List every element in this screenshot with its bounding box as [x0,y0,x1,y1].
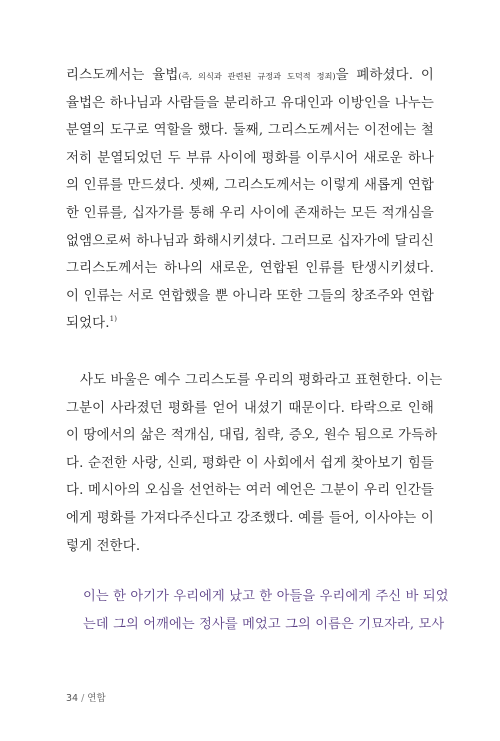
footnote-marker: 1) [109,315,118,324]
quote-line-1: 이는 한 아기가 우리에게 났고 한 아들을 우리에게 주신 바 되었 [83,589,449,604]
paragraph-1-line-9: 이 인류는 서로 연합했을 뿐 아니라 또한 그들의 창조주와 연합 [66,288,434,304]
paragraph-1-line-2: 율법은 하나님과 사람들을 분리하고 유대인과 이방인을 나누는 [66,95,434,111]
paragraph-2-line-6: 에게 평화를 가져다주신다고 강조했다. 예를 들어, 이사야는 이 [66,510,434,526]
paragraph-2-line-7: 렇게 전한다. [66,538,141,554]
paragraph-1-line-6: 한 인류를, 십자가를 통해 우리 사이에 존재하는 모든 적개심을 [66,205,434,221]
paragraph-1-line-10: 되었다.$^{1)}$ [66,315,118,332]
paragraph-2 [66,367,443,560]
quote-line-2: 는데 그의 어깨에는 정사를 메었고 그의 이름은 기묘자라, 모사 [83,616,445,632]
page-footer [66,690,106,704]
running-title: 연합 [87,693,106,704]
paragraph-2-line-4: 다. 순전한 사랑, 신뢰, 평화란 이 사회에서 쉽게 찾아보기 힘들 [66,455,434,471]
paragraph-1-line-4: 저히 분열되었던 두 부류 사이에 평화를 이루시어 새로운 하나 [66,150,434,166]
page-number: 34 [66,693,79,704]
paragraph-1-line-8: 그리스도께서는 하나의 새로운, 연합된 인류를 탄생시키셨다. [66,261,434,277]
paragraph-1-line-5: 의 인류를 만드셨다. 셋째, 그리스도께서는 이렇게 새롭게 연합 [66,178,434,194]
paragraph-2-line-3: 이 땅에서의 삶은 적개심, 대립, 침략, 증오, 원수 됨으로 가득하 [66,428,438,444]
paragraph-1-line-1: 리스도께서는 율법(즉, 의식과 관련된 규정과 도덕적 정죄)을 폐하셨다. 이 [66,68,434,83]
paragraph-2-line-5: 다. 메시아의 오심을 선언하는 여러 예언은 그분이 우리 인간들 [66,483,434,499]
paragraph-1-line-3: 분열의 도구로 역할을 했다. 둘째, 그리스도께서는 이전에는 철 [66,123,434,139]
scripture-quote [83,583,449,638]
inline-annotation: (즉, 의식과 관련된 규정과 도덕적 정죄) [178,71,336,81]
footer-separator: / [81,693,85,704]
paragraph-1 [66,62,434,338]
paragraph-1-line-7: 없앰으로써 하나님과 화해시키셨다. 그러므로 십자가에 달리신 [66,233,434,249]
paragraph-2-line-1: 사도 바울은 예수 그리스도를 우리의 평화라고 표현한다. 이는 [80,373,443,388]
paragraph-2-line-2: 그분이 사라졌던 평화를 얻어 내셨기 때문이다. 타락으로 인해 [66,400,434,416]
